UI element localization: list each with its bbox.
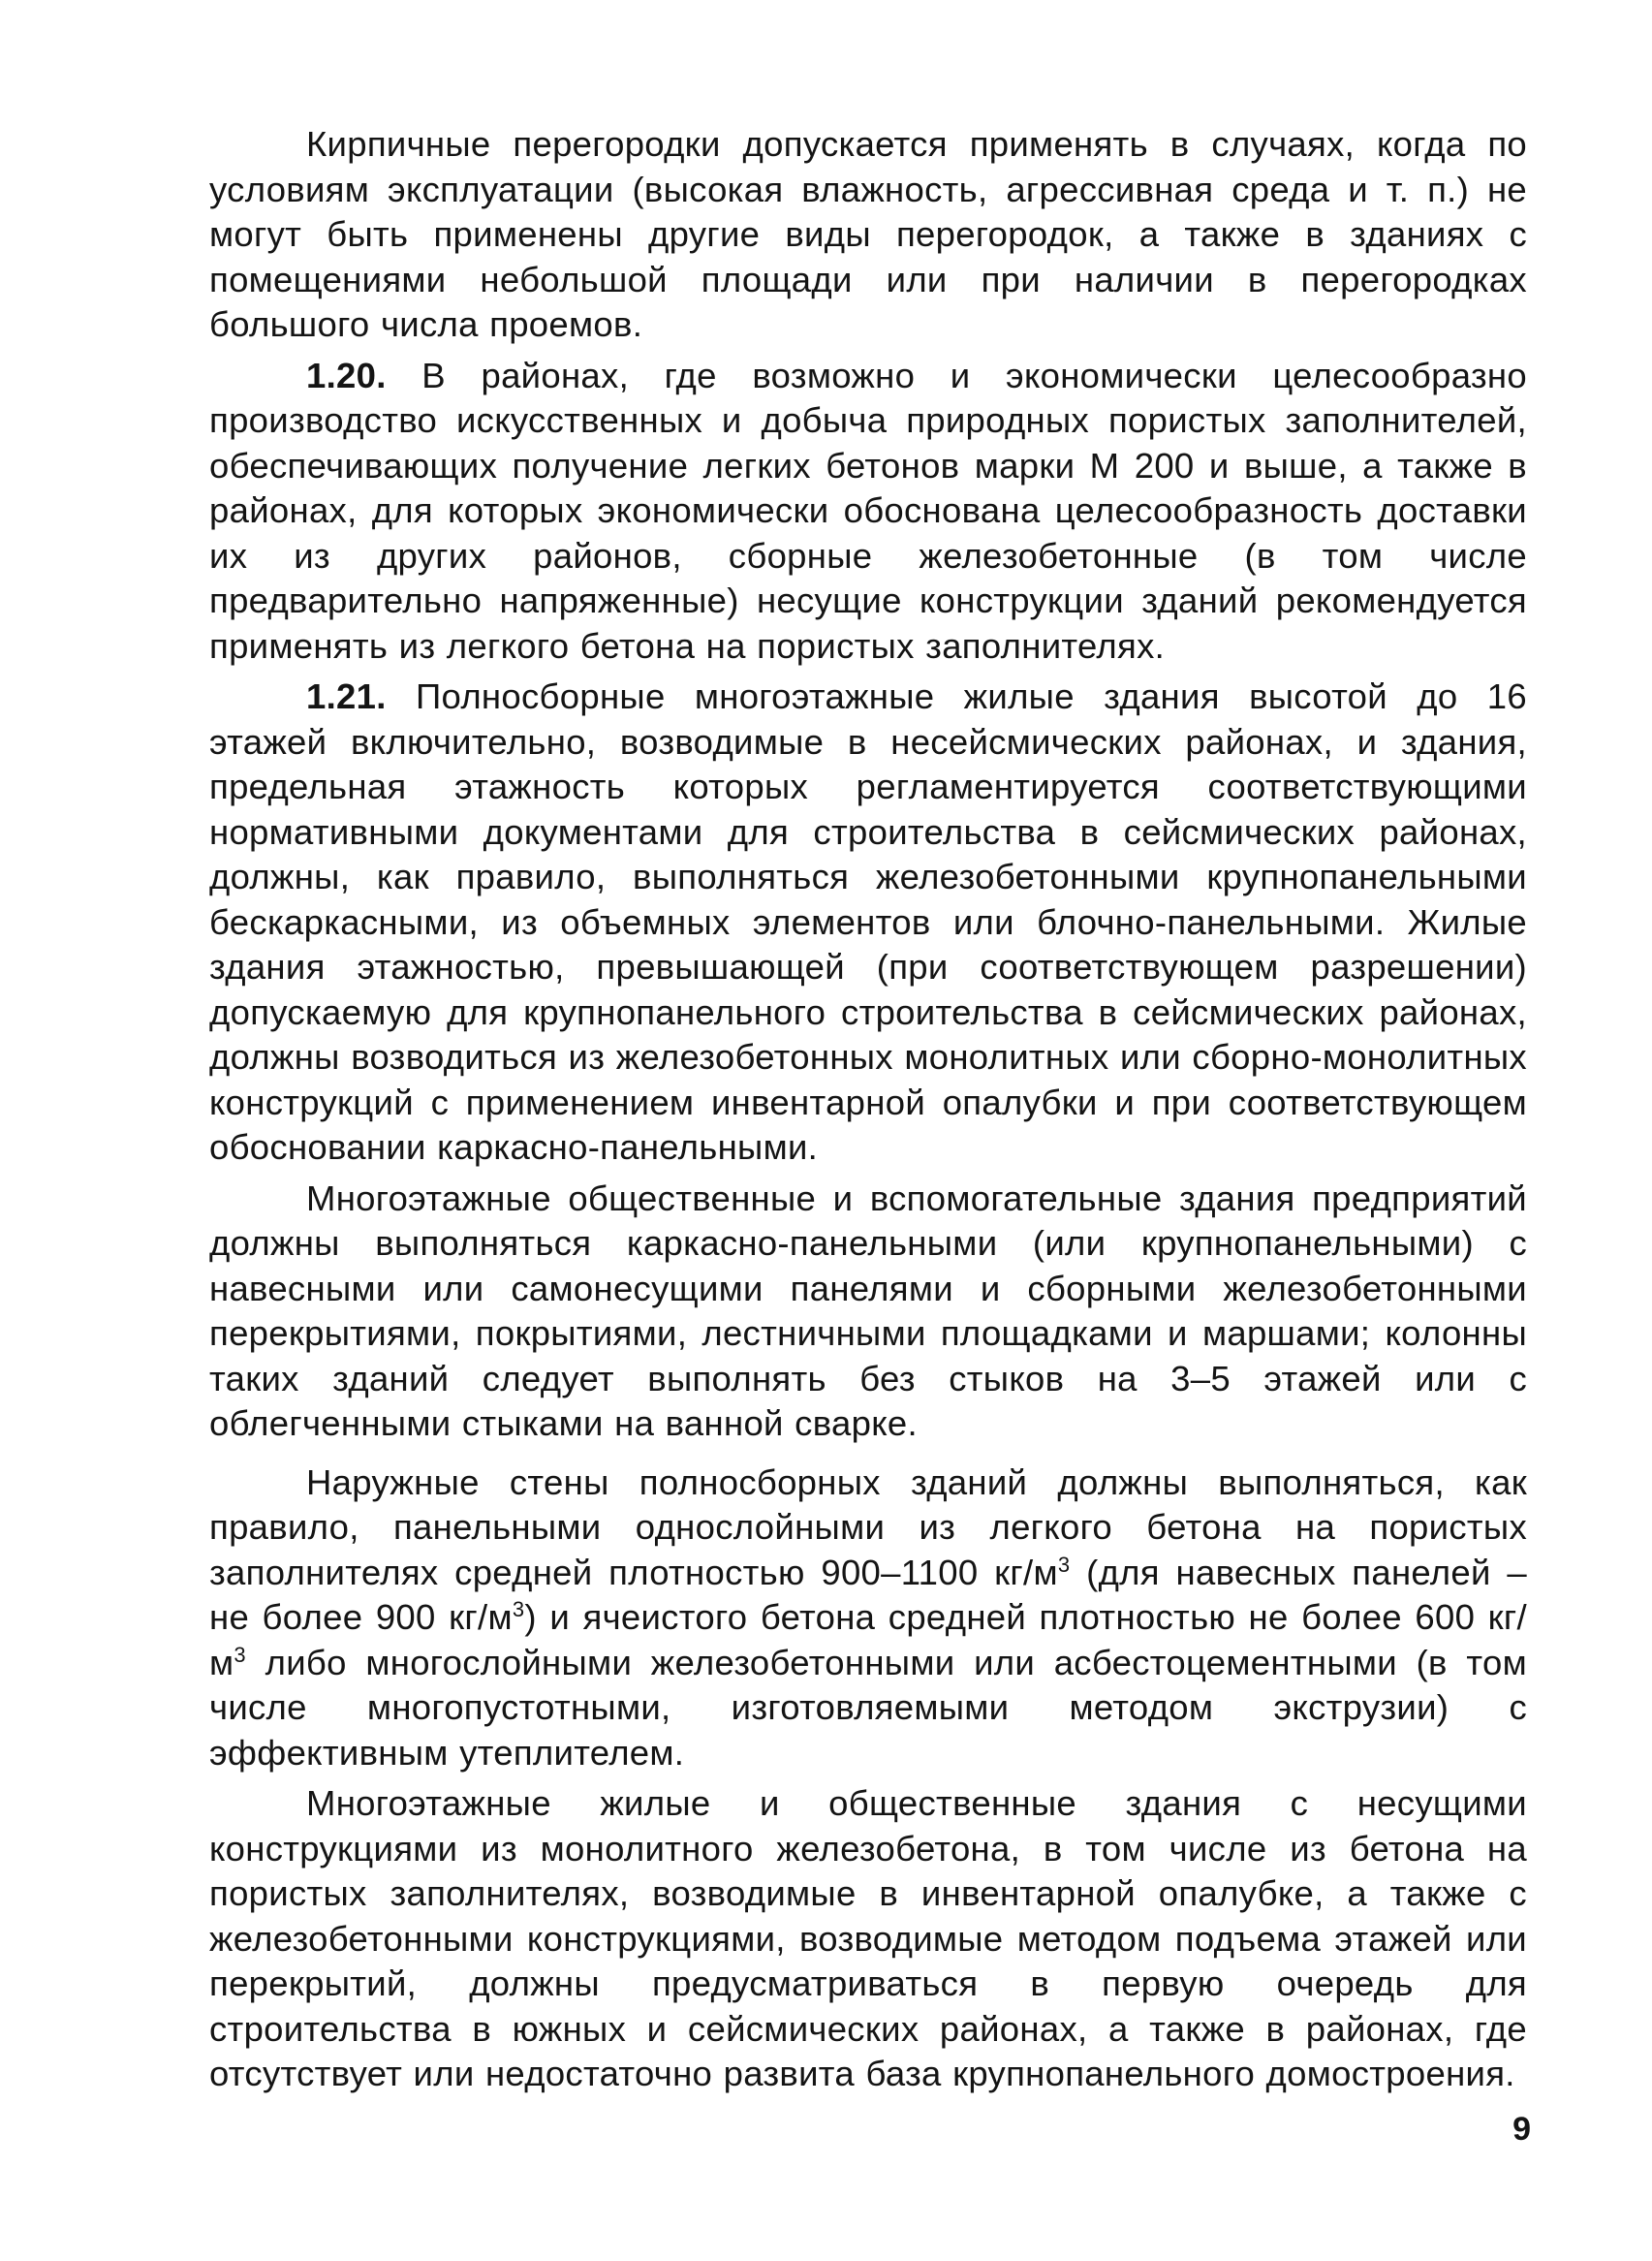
paragraph-monolithic-buildings (209, 1781, 1527, 2097)
paragraph-text: Наружные стены полносборных зданий должны выполняться, как правило, панельными однослойными из легкого бетона на пористых заполнителях средней плотностью 900–1100 кг/м (209, 1461, 1527, 1592)
paragraph-text: либо многослойными железобетонными или асбестоцементными (в том числе многопустотными, изготовляемыми методом экструзии) с эффективным утеплителем. (209, 1642, 1527, 1773)
clause-number: 1.21. (306, 676, 387, 716)
superscript: 3 (512, 1596, 525, 1621)
paragraph-text: Многоэтажные жилые и общественные здания с несущими конструкциями из монолитного железобетона, в том числе из бетона на пористых заполнителях, возводимые в инвентарной опалубке, а также с железобетонными конструкциями, возводимые методом подъема этажей или перекрытий, должны предусматриваться в первую очередь для строительства в южных и сейсмических районах, а также в районах, где отсутствует или недостаточно развита база крупнопанельного домостроения. (209, 1783, 1527, 2093)
paragraph-brick-partitions (209, 122, 1527, 348)
paragraph-text: ) и ячеистого бетона средней плотностью не более 600 кг/м (209, 1597, 1527, 1682)
paragraph-text: Полносборные многоэтажные жилые здания высотой до 16 этажей включительно, возводимые в несейсмических районах, и здания, предельная этажность которых регламентируется соответствующими нормативными документами для строительства в сейсмических районах, должны, как правило, выполняться железобетонными крупнопанельными бескаркасными, из объемных элементов или блочно-панельными. Жилые здания этажностью, превышающей (при соответствующем разрешении) допускаемую для крупнопанельного строительства в сейсмических районах, должны возводиться из железобетонных монолитных или сборно-монолитных конструкций с применением инвентарной опалубки и при соответствующем обосновании каркасно-панельными. (209, 676, 1527, 1167)
superscript: 3 (234, 1642, 246, 1667)
paragraph-external-walls (209, 1460, 1527, 1776)
clause-number: 1.20. (306, 355, 387, 395)
paragraph-public-buildings (209, 1177, 1527, 1447)
body-text (209, 122, 1527, 2103)
paragraph-text: Многоэтажные общественные и вспомогательные здания предприятий должны выполняться каркасно-панельными (или крупнопанельными) с навесными или самонесущими панелями и сборными железобетонными перекрытиями, покрытиями, лестничными площадками и маршами; колонны таких зданий следует выполнять без стыков на 3–5 этажей или с облегченными стыками на ванной сварке. (209, 1178, 1527, 1443)
paragraph-text: Кирпичные перегородки допускается применять в случаях, когда по условиям эксплуатации (высокая влажность, агрессивная среда и т. п.) не могут быть применены другие виды перегородок, а также в зданиях с помещениями небольшой площади или при наличии в перегородках большого числа проемов. (209, 124, 1527, 344)
clause-1-20 (209, 354, 1527, 670)
paragraph-text: В районах, где возможно и экономически целесообразно производство искусственных и добыча природных пористых заполнителей, обеспечивающих получение легких бетонов марки М 200 и выше, а также в районах, для которых экономически обоснована целесообразность доставки их из других районов, сборные железобетонные (в том числе предварительно напряженные) несущие конструкции зданий рекомендуется применять из легкого бетона на пористых заполнителях. (209, 355, 1527, 666)
paragraph-text: (для навесных панелей – не более 900 кг/м (209, 1552, 1527, 1637)
superscript: 3 (1057, 1552, 1071, 1577)
clause-1-21 (209, 675, 1527, 1171)
page-number: 9 (1512, 2111, 1531, 2148)
